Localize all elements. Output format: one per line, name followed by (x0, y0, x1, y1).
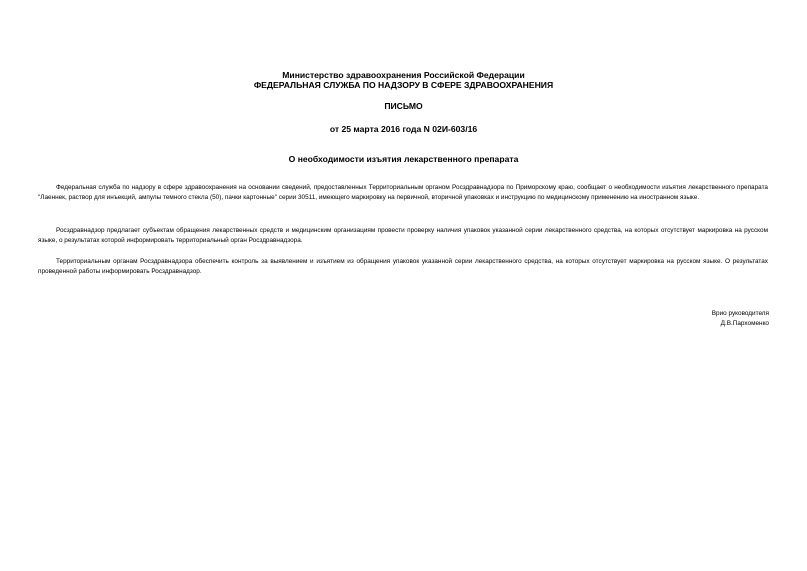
body-paragraph-1: Федеральная служба по надзору в сфере здравоохранения на основании сведений, предоставленных Территориальным органом Росздравнадзора по Приморскому краю, сообщает о необходимости изъятия лекарственного препарата "Лаеннек, раствор для инъекций, ампулы темного стекла (50), пачки картонные" серии 30511, имеющего маркировку на первичной, вторичной упаковках и инструкцию по медицинскому применению на иностранном языке. (38, 184, 768, 201)
signatory-name: Д.В.Пархоменко (720, 320, 769, 327)
document-date-number-label: от 25 марта 2016 года N 02И-603/16 (329, 124, 478, 134)
body-paragraph-3: Территориальным органам Росздравнадзора обеспечить контроль за выявлением и изъятием из обращения упаковок указанной серии лекарственного средства, на которых отсутствует маркировка на русском языке. О результатах проведенной работы информировать Росздравнадзор. (38, 258, 768, 275)
service-name: ФЕДЕРАЛЬНАЯ СЛУЖБА ПО НАДЗОРУ В СФЕРЕ ЗДРАВООХРАНЕНИЯ (253, 80, 554, 90)
document-type-label: ПИСЬМО (384, 101, 423, 111)
body-paragraph-2: Росздравнадзор предлагает субъектам обращения лекарственных средств и медицинским организациям провести проверку наличия упаковок указанной серии лекарственного средства, на которых отсутствует маркировка на русском языке, о результатах которой информировать территориальный орган Росздравнадзора. (38, 227, 768, 244)
ministry-name: Министерство здравоохранения Российской Федерации (282, 70, 525, 80)
signatory-position: Врио руководителя (711, 310, 769, 317)
document-body (38, 0, 768, 571)
signature-block (712, 309, 769, 329)
document-subject-label: О необходимости изъятия лекарственного препарата (288, 154, 519, 164)
